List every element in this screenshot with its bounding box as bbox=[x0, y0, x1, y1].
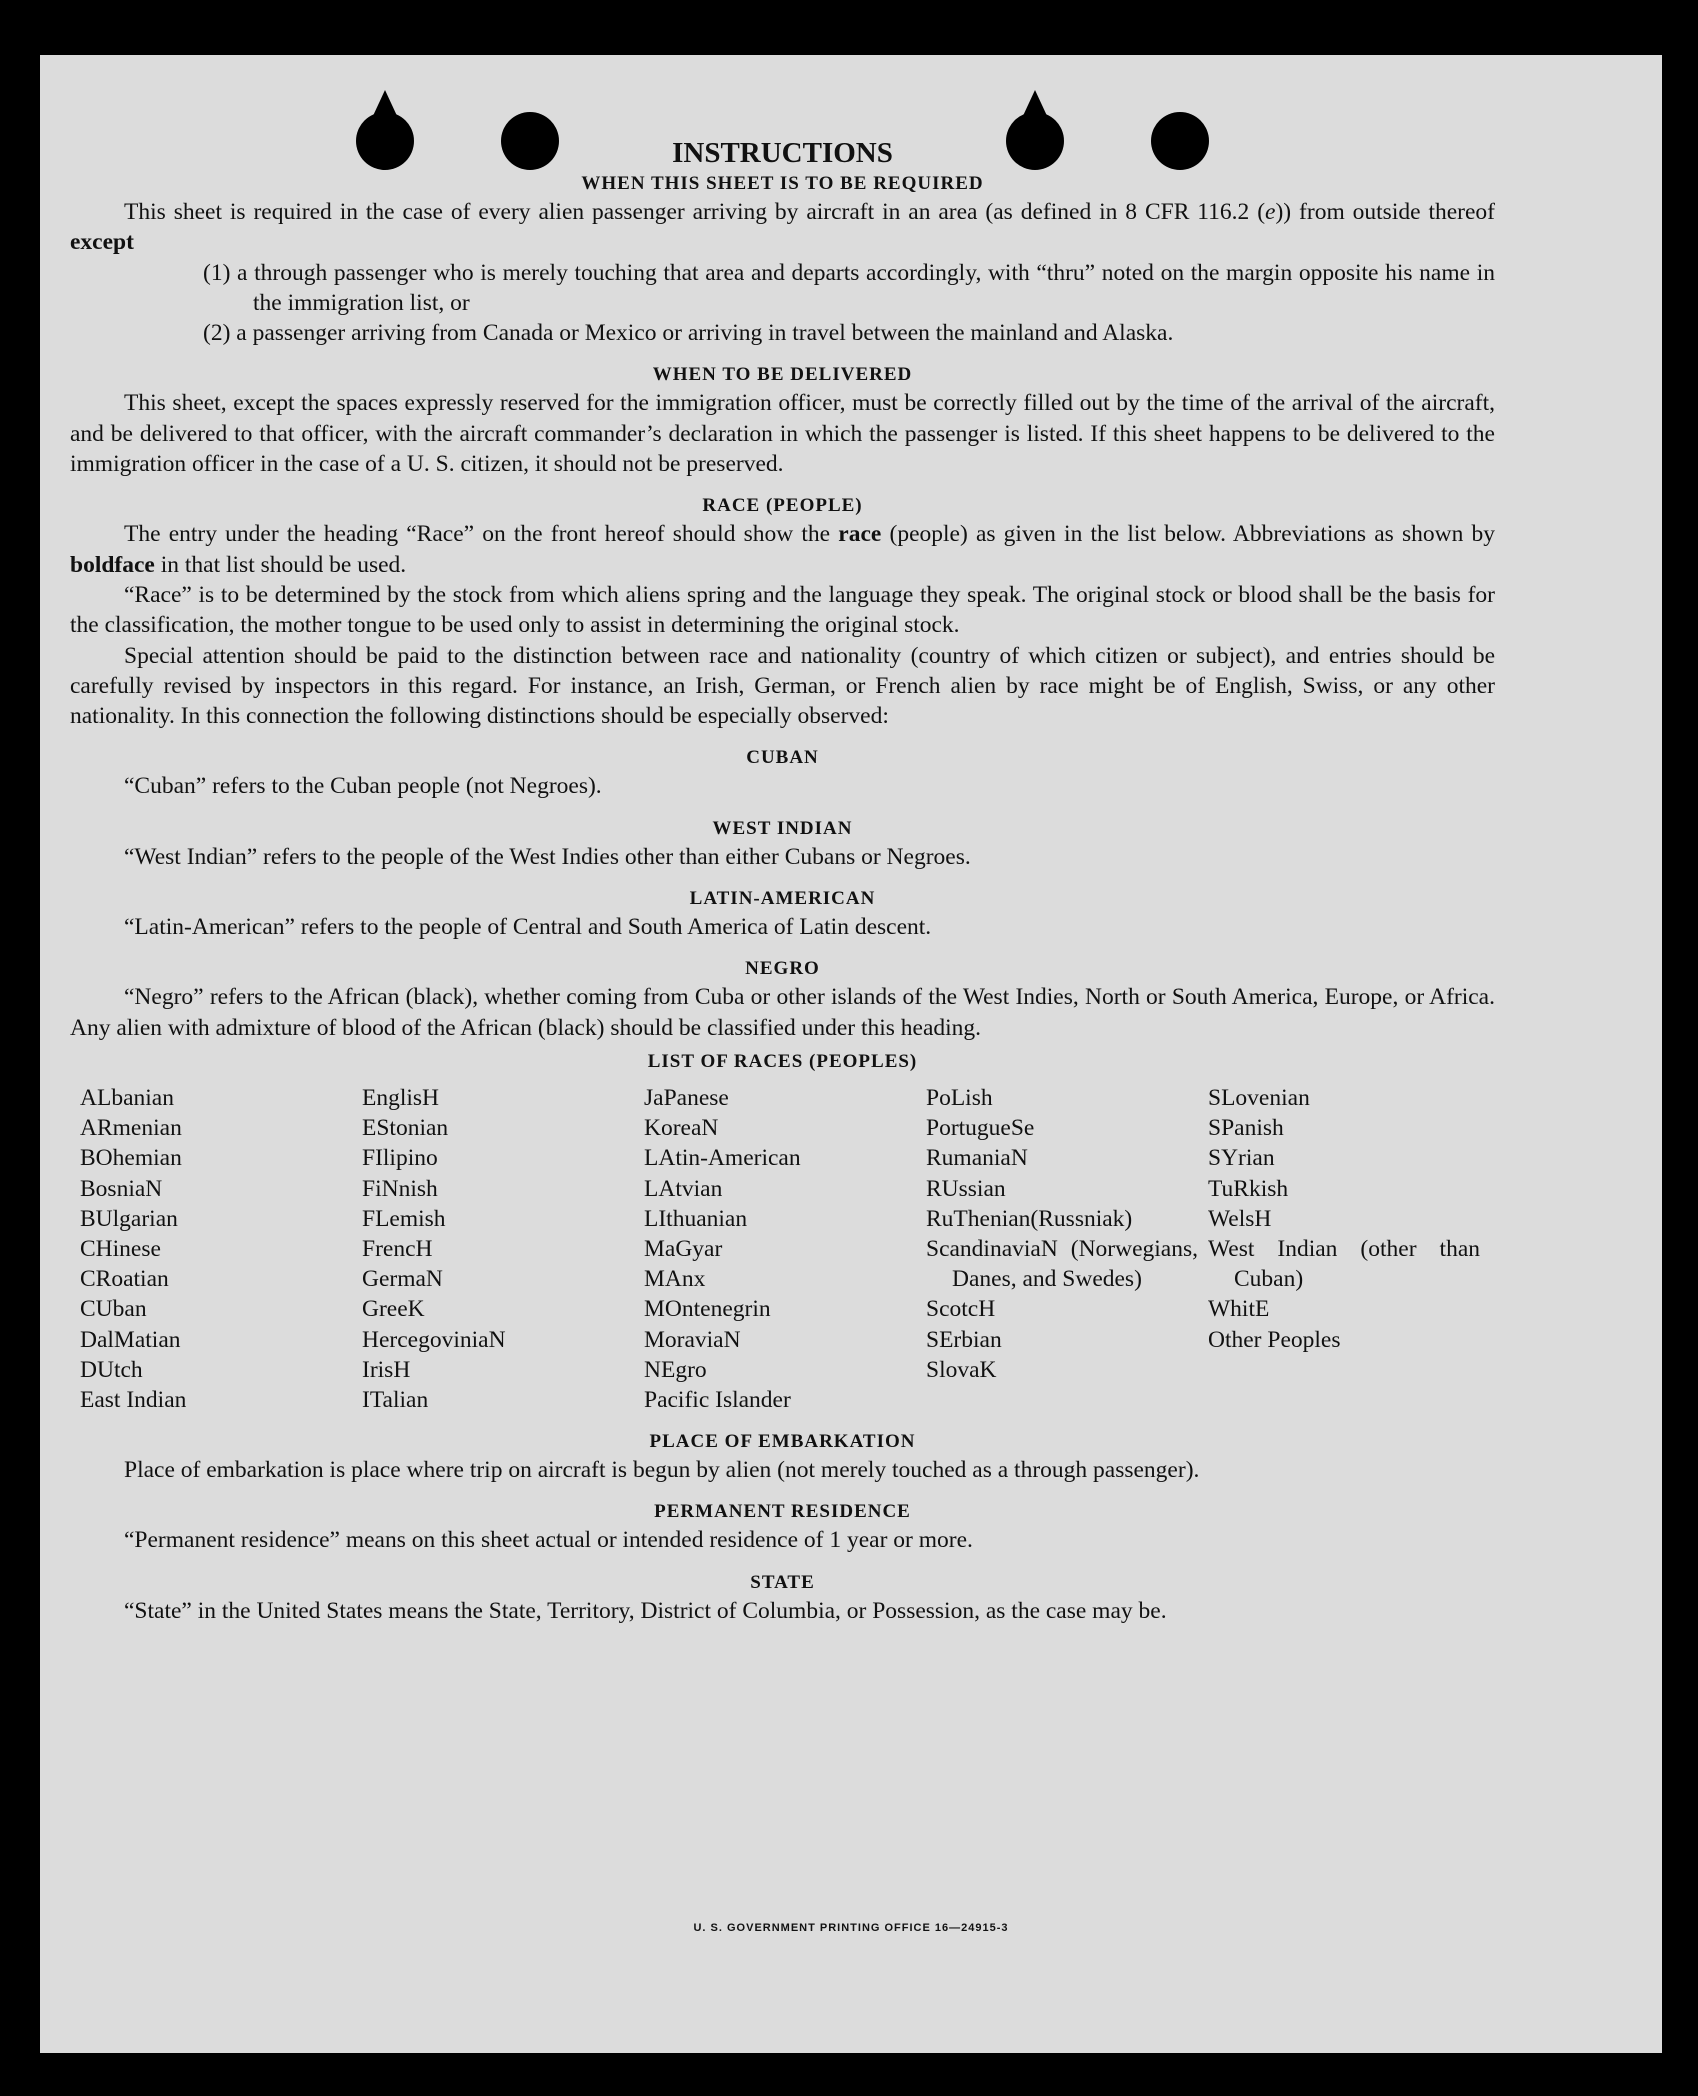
race-item: MoraviaN bbox=[644, 1326, 741, 1353]
race-item: DalMatian bbox=[80, 1326, 181, 1353]
paragraph: Special attention should be paid to the distinction between race and nationality (country of which citizen or subject), and entries should be carefully revised by inspectors in this regard. For instance, an Irish, German, or French alien by race might be of English, Swiss, or any other nationality. In this connection the following distinctions should be especially observed: bbox=[70, 642, 1495, 730]
race-item: SLovenian bbox=[1208, 1084, 1310, 1111]
list-item: (1) a through passenger who is merely touching that area and departs accordingly, with “thru” noted on the margin opposite his name in the immigration list, or bbox=[203, 259, 1495, 316]
race-item: EStonian bbox=[362, 1115, 449, 1142]
page-title: INSTRUCTIONS bbox=[672, 137, 893, 169]
race-item: LAtvian bbox=[644, 1175, 723, 1202]
instructions-content bbox=[70, 135, 1495, 1626]
race-item: FLemish bbox=[362, 1205, 446, 1232]
race-item: GreeK bbox=[362, 1296, 425, 1323]
race-item: ITalian bbox=[362, 1386, 429, 1413]
race-item: BOhemian bbox=[80, 1145, 182, 1172]
race-item: SErbian bbox=[926, 1326, 1002, 1353]
race-column bbox=[916, 1083, 1198, 1415]
race-item: Pacific Islander bbox=[644, 1386, 791, 1413]
race-column bbox=[634, 1083, 916, 1415]
section-heading: LIST OF RACES (PEOPLES) bbox=[647, 1050, 918, 1072]
race-item: PoLish bbox=[926, 1084, 993, 1111]
race-item: JaPanese bbox=[644, 1084, 729, 1111]
race-item: MaGyar bbox=[644, 1235, 723, 1262]
section-heading: WHEN TO BE DELIVERED bbox=[652, 364, 913, 386]
section-heading: PLACE OF EMBARKATION bbox=[649, 1431, 916, 1453]
race-item: IrisH bbox=[362, 1356, 411, 1383]
section-heading: PERMANENT RESIDENCE bbox=[654, 1501, 911, 1523]
paragraph: “Latin-American” refers to the people of Central and South America of Latin descent. bbox=[124, 914, 932, 941]
race-item: BUlgarian bbox=[80, 1205, 178, 1232]
printer-imprint: U. S. GOVERNMENT PRINTING OFFICE 16—24915-3 bbox=[693, 1922, 1009, 1934]
section-heading: WHEN THIS SHEET IS TO BE REQUIRED bbox=[581, 173, 984, 194]
paragraph: “Negro” refers to the African (black), whether coming from Cuba or other islands of the West Indies, North or South America, Europe, or Africa. Any alien with admixture of blood of the African (black) should be classified under this heading. bbox=[70, 984, 1495, 1041]
race-item: RumaniaN bbox=[926, 1145, 1028, 1172]
race-item: PortugueSe bbox=[926, 1115, 1035, 1142]
race-item: MAnx bbox=[644, 1266, 706, 1293]
race-item: CUban bbox=[80, 1296, 147, 1323]
race-item: DUtch bbox=[80, 1356, 143, 1383]
race-item: CHinese bbox=[80, 1235, 161, 1262]
race-list bbox=[70, 1083, 1495, 1415]
race-item: RUssian bbox=[926, 1175, 1006, 1202]
paragraph: “State” in the United States means the State, Territory, District of Columbia, or Possession, as the case may be. bbox=[124, 1597, 1167, 1624]
race-item: KoreaN bbox=[644, 1115, 719, 1142]
race-item: LAtin-American bbox=[644, 1145, 801, 1172]
race-item: East Indian bbox=[80, 1386, 187, 1413]
race-column bbox=[352, 1083, 634, 1415]
race-item: SlovaK bbox=[926, 1356, 997, 1383]
section-heading: NEGRO bbox=[745, 958, 820, 980]
section-heading: LATIN-AMERICAN bbox=[689, 888, 876, 910]
race-item: CRoatian bbox=[80, 1266, 169, 1293]
document-page bbox=[40, 55, 1662, 2053]
race-item: Other Peoples bbox=[1208, 1326, 1341, 1353]
race-item: SPanish bbox=[1208, 1115, 1284, 1142]
race-item: SYrian bbox=[1208, 1145, 1275, 1172]
section-heading: WEST INDIAN bbox=[712, 817, 853, 839]
race-item: ScandinaviaN (Norwegians, Danes, and Swedes) bbox=[926, 1235, 1198, 1293]
race-item: MOntenegrin bbox=[644, 1296, 771, 1323]
paragraph: Place of embarkation is place where trip on aircraft is begun by alien (not merely touched as a through passenger). bbox=[124, 1457, 1200, 1484]
race-item: West Indian (other than Cuban) bbox=[1208, 1235, 1480, 1293]
section-heading: CUBAN bbox=[746, 747, 819, 769]
list-item: (2) a passenger arriving from Canada or Mexico or arriving in travel between the mainland and Alaska. bbox=[203, 320, 1174, 347]
race-item: NEgro bbox=[644, 1356, 707, 1383]
race-item: BosniaN bbox=[80, 1175, 163, 1202]
paragraph: “Cuban” refers to the Cuban people (not Negroes). bbox=[124, 773, 602, 800]
race-column bbox=[70, 1083, 352, 1415]
race-item: FrencH bbox=[362, 1235, 433, 1262]
race-item: FIlipino bbox=[362, 1145, 438, 1172]
race-item: TuRkish bbox=[1208, 1175, 1289, 1202]
section-heading: RACE (PEOPLE) bbox=[702, 495, 863, 517]
race-item: ARmenian bbox=[80, 1115, 182, 1142]
race-item: HercegoviniaN bbox=[362, 1326, 506, 1353]
paragraph: “West Indian” refers to the people of the West Indies other than either Cubans or Negroes. bbox=[124, 843, 971, 870]
paragraph: “Permanent residence” means on this sheet actual or intended residence of 1 year or more. bbox=[124, 1527, 973, 1554]
race-item: LIthuanian bbox=[644, 1205, 748, 1232]
race-item: WelsH bbox=[1208, 1205, 1272, 1232]
paragraph: The entry under the heading “Race” on the front hereof should show the race (people) as given in the list below. Abbreviations as shown by boldface in that list should be used. bbox=[70, 521, 1495, 578]
race-item: ScotcH bbox=[926, 1296, 996, 1323]
race-item: FiNnish bbox=[362, 1175, 438, 1202]
race-column bbox=[1198, 1083, 1480, 1415]
race-item: EnglisH bbox=[362, 1084, 440, 1111]
paragraph: This sheet, except the spaces expressly reserved for the immigration officer, must be correctly filled out by the time of the arrival of the aircraft, and be delivered to that officer, with the aircraft commander’s declaration in which the passenger is listed. If this sheet happens to be delivered to the immigration officer in the case of a U. S. citizen, it should not be preserved. bbox=[70, 390, 1495, 478]
race-item: RuThenian(Russniak) bbox=[926, 1205, 1133, 1232]
race-item: GermaN bbox=[362, 1266, 443, 1293]
race-item: WhitE bbox=[1208, 1296, 1270, 1323]
section-heading: STATE bbox=[750, 1571, 815, 1593]
race-item: ALbanian bbox=[80, 1084, 174, 1111]
paragraph: This sheet is required in the case of every alien passenger arriving by aircraft in an area (as defined in 8 CFR 116.2 (e)) from outside thereof except bbox=[70, 199, 1495, 256]
paragraph: “Race” is to be determined by the stock from which aliens spring and the language they speak. The original stock or blood shall be the basis for the classification, the mother tongue to be used only to assist in determining the original stock. bbox=[70, 581, 1495, 639]
